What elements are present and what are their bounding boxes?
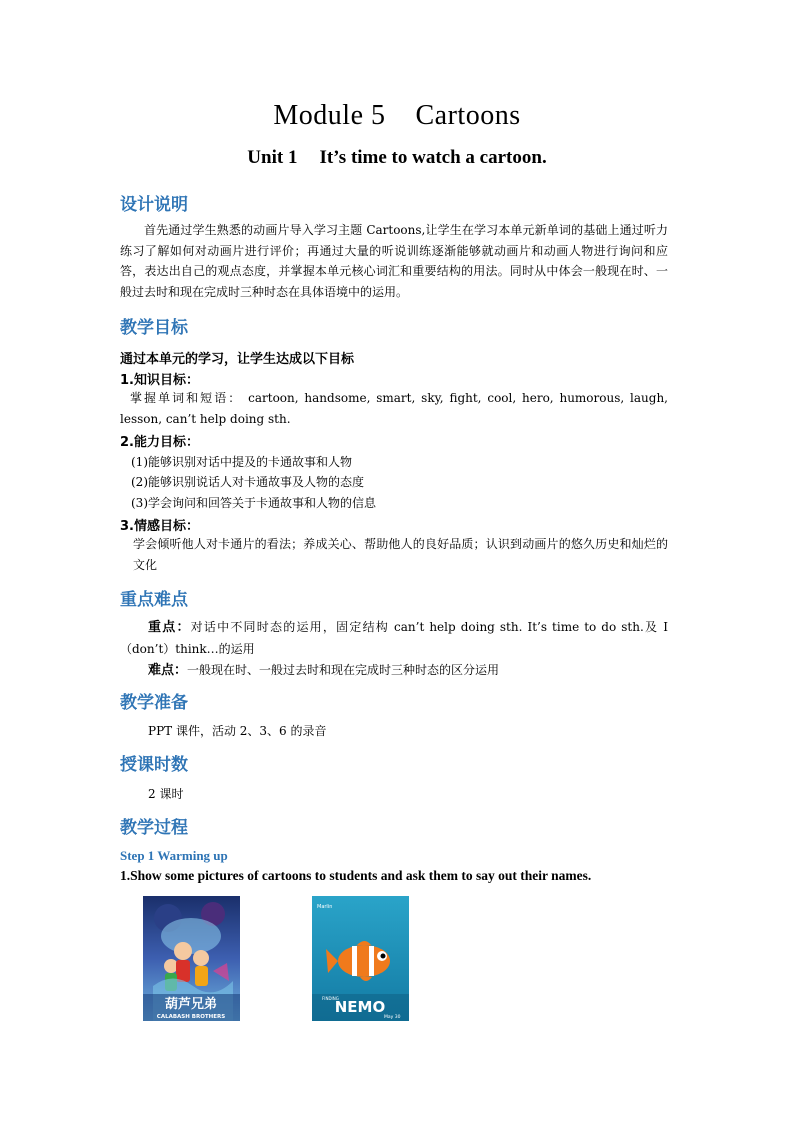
difficult-text: 一般现在时、一般过去时和现在完成时三种时态的区分运用 bbox=[187, 663, 500, 677]
knowledge-label: 1.知识目标： bbox=[120, 373, 199, 388]
ability-item-2: (2)能够识别说话人对卡通故事及人物的态度 bbox=[131, 475, 364, 489]
knowledge-text: 掌握单词和短语： cartoon, handsome, smart, sky, fight, cool, hero, humorous, laugh, lesson, can’t help doing sth. bbox=[120, 391, 668, 426]
module-number: Module 5 bbox=[273, 100, 386, 131]
finding-nemo-poster bbox=[312, 896, 409, 1021]
unit-number: Unit 1 bbox=[247, 147, 298, 168]
key-point-paragraph bbox=[120, 617, 668, 659]
step-1-instruction: 1.Show some pictures of cartoons to students and ask them to say out their names. bbox=[120, 868, 592, 883]
calabash-poster-subtitle: CALABASH BROTHERS bbox=[156, 1014, 226, 1020]
ability-label: 2.能力目标： bbox=[120, 435, 199, 450]
key-points-heading: 重点难点 bbox=[120, 590, 188, 610]
calabash-poster-art bbox=[143, 896, 240, 1021]
nemo-poster-date: May 30 bbox=[384, 1015, 401, 1020]
hours-heading: 授课时数 bbox=[120, 755, 188, 775]
calabash-brothers-poster bbox=[143, 896, 240, 1021]
module-name: Cartoons bbox=[415, 100, 521, 131]
prep-heading: 教学准备 bbox=[120, 693, 188, 713]
unit-name: It’s time to watch a cartoon. bbox=[319, 147, 547, 168]
goals-intro: 通过本单元的学习，让学生达成以下目标 bbox=[120, 352, 355, 367]
nemo-poster-art bbox=[312, 896, 409, 1021]
design-body: 首先通过学生熟悉的动画片导入学习主题 Cartoons,让学生在学习本单元新单词的基础上通过听力练习了解如何对动画片进行评价；再通过大量的听说训练逐渐能够就动画片和动画人物进行询问和应答，表达出自己的观点态度，并掌握本单元核心词汇和重要结构的用法。同时从中体会一般现在时、一般过去时和现在完成时三种时态在具体语境中的运用。 bbox=[120, 223, 668, 299]
difficult-label: 难点： bbox=[148, 663, 188, 678]
hours-text: 2 课时 bbox=[148, 787, 184, 801]
ability-item-3: (3)学会询问和回答关于卡通故事和人物的信息 bbox=[131, 496, 376, 510]
goals-heading: 教学目标 bbox=[120, 318, 188, 338]
prep-text: PPT 课件，活动 2、3、6 的录音 bbox=[148, 724, 327, 738]
emotion-label: 3.情感目标： bbox=[120, 519, 199, 534]
emotion-text: 学会倾听他人对卡通片的看法；养成关心、帮助他人的良好品质；认识到动画片的悠久历史和灿烂的文化 bbox=[133, 537, 668, 572]
step-1-title: Step 1 Warming up bbox=[120, 848, 228, 863]
key-text: 对话中不同时态的运用，固定结构 can’t help doing sth. It’s time to do sth.及 I（don’t）think…的运用 bbox=[120, 620, 668, 656]
calabash-poster-title: 葫芦兄弟 bbox=[164, 997, 218, 1012]
process-heading: 教学过程 bbox=[120, 818, 188, 838]
module-title bbox=[0, 100, 794, 132]
difficult-point bbox=[148, 659, 499, 678]
design-heading: 设计说明 bbox=[120, 195, 188, 215]
nemo-poster-top-text: Marlin bbox=[317, 904, 333, 910]
ability-item-1: (1)能够识别对话中提及的卡通故事和人物 bbox=[131, 455, 352, 469]
key-label: 重点： bbox=[148, 620, 191, 635]
nemo-poster-title: NEMO bbox=[334, 998, 386, 1016]
unit-title bbox=[0, 147, 794, 169]
nemo-poster-finding: FINDING bbox=[322, 996, 339, 1001]
